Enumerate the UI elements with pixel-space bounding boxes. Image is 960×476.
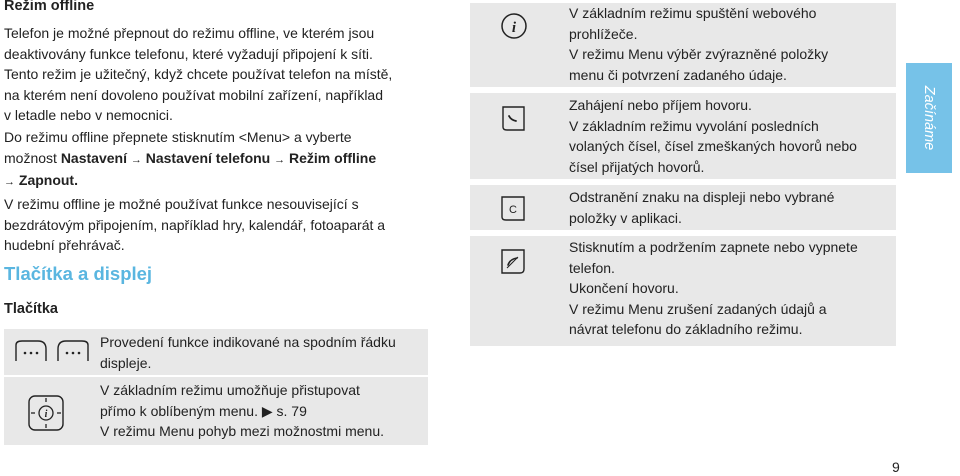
text-line: V režimu Menu zrušení zadaných údajů a: [569, 300, 827, 317]
text-line: V režimu Menu pohyb mezi možnostmi menu.: [100, 423, 384, 439]
svg-text:C: C: [509, 204, 517, 216]
text-line: prohlížeče.: [569, 25, 638, 42]
text-line: čísel přijatých hovorů.: [569, 158, 705, 175]
key-row-confirm-key: [470, 3, 896, 87]
text-line: návrat telefonu do základního režimu.: [569, 321, 803, 337]
subsection-title: Tlačítka: [4, 301, 58, 317]
power-end-key-icon: [498, 246, 528, 278]
text-line: Do režimu offline přepnete stisknutím <Menu> a vyberte: [4, 129, 352, 145]
key-row-power-end-key: [470, 236, 896, 346]
text-line: V základním režimu spuštění webového: [569, 5, 817, 21]
nav-path-line: [4, 148, 434, 171]
text-line: V režimu Menu výběr zvýrazněné položky: [569, 46, 829, 62]
text-line: Odstranění znaku na displeji nebo vybrané: [569, 189, 835, 205]
text-line: Telefon je možné přepnout do režimu offline, ve kterém jsou: [4, 25, 375, 41]
offline-intro-paragraph: [4, 23, 434, 126]
arrow-icon: →: [274, 153, 286, 166]
nav-step: Zapnout: [18, 172, 75, 188]
offline-heading: Režim offline: [4, 0, 95, 14]
key-row-clear-key: [470, 185, 896, 230]
text-line: deaktivovány funkce telefonu, které vyžadují připojení k síti.: [4, 45, 373, 62]
text-line: telefon.: [569, 259, 615, 276]
nav-step: Režim offline: [289, 149, 377, 166]
nav-step: Nastavení: [60, 149, 127, 166]
navigation-key-icon: [26, 393, 66, 433]
clear-key-icon: [498, 193, 528, 223]
text-line: hudební přehrávač.: [4, 237, 125, 253]
key-row-dial-key: [470, 93, 896, 179]
text-line: na kterém není dovoleno používat mobilní zařízení, například: [4, 86, 383, 103]
confirm-key-icon: [498, 10, 530, 42]
text-line: menu či potvrzení zadaného údaje.: [569, 66, 787, 83]
text-line: V základním režimu umožňuje přistupovat: [100, 382, 360, 398]
arrow-icon: →: [4, 176, 15, 188]
arrow-icon: →: [130, 153, 142, 166]
chapter-side-tab-label: Začínáme: [921, 85, 937, 151]
chapter-side-tab: [906, 63, 952, 173]
key-row-soft-keys: [4, 329, 428, 375]
page-number: 9: [892, 459, 900, 475]
offline-instruction-paragraph: [4, 127, 434, 193]
text-line: displeje.: [100, 354, 152, 371]
text-line: volaných čísel, čísel zmeškaných hovorů nebo: [569, 138, 857, 154]
text-line: Zahájení nebo příjem hovoru.: [569, 97, 752, 113]
svg-text:i: i: [511, 20, 517, 36]
text-line: Provedení funkce indikované na spodním řádku: [100, 334, 396, 350]
text-line: bezdrátovým připojením, například hry, kalendář, fotoaparát a: [4, 216, 386, 233]
section-title: Tlačítka a displej: [4, 263, 153, 284]
text-line: v letadle nebo v nemocnici.: [4, 107, 173, 123]
soft-keys-icon: [12, 337, 92, 367]
text-line: V režimu offline je možné používat funkce nesouvisející s: [4, 196, 359, 212]
dial-key-icon: [498, 103, 528, 133]
text-prefix: možnost: [4, 149, 61, 166]
svg-text:i: i: [44, 409, 48, 420]
text-line: přímo k oblíbeným menu. ▶ s. 79: [100, 402, 307, 419]
text-line: V základním režimu vyvolání posledních: [569, 117, 819, 134]
nav-path-line: → Zapnout.: [4, 172, 78, 188]
text-line: položky v aplikaci.: [569, 209, 682, 226]
text-line: Tento režim je užitečný, když chcete používat telefon na místě,: [4, 66, 393, 82]
text-line: Ukončení hovoru.: [569, 280, 679, 296]
offline-usage-paragraph: [4, 194, 434, 256]
text-line: Stisknutím a podržením zapnete nebo vypnete: [569, 239, 858, 255]
nav-step: Nastavení telefonu: [145, 149, 271, 166]
key-row-navigation-key: [4, 377, 428, 445]
